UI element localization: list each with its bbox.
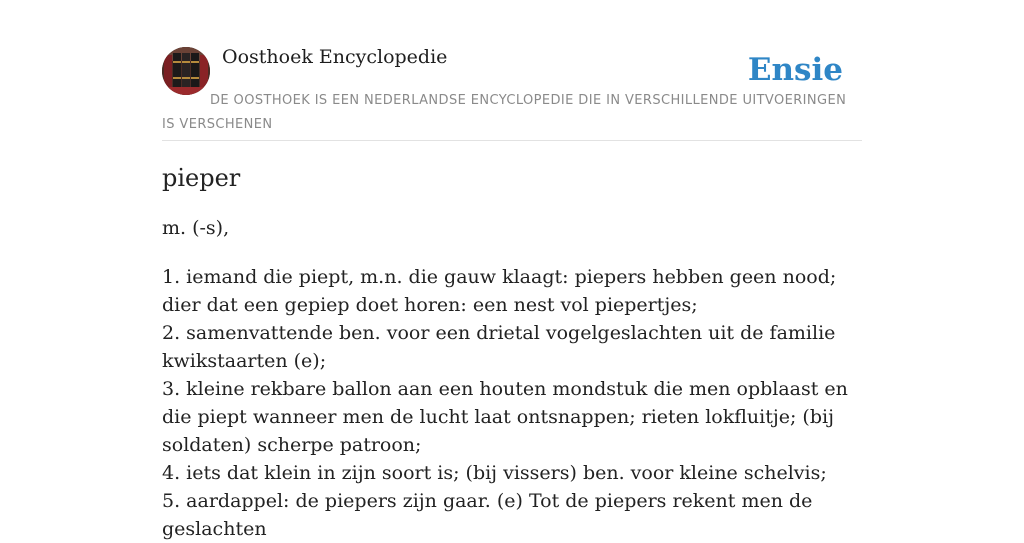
book-spines-icon bbox=[162, 47, 210, 95]
definition-item: 3. kleine rekbare ballon aan een houten mondstuk die men opblaast en die piept wanneer men de lucht laat ontsnappen; rieten lokfluitje; (bij soldaten) scherpe patroon; bbox=[162, 378, 848, 456]
definition-item: 1. iemand die piept, m.n. die gauw klaagt: piepers hebben geen nood; dier dat een gepiep doet horen: een nest vol piepertjes; bbox=[162, 266, 837, 316]
definition-item: 2. samenvattende ben. voor een drietal vogelgeslachten uit de familie kwikstaarten (e); bbox=[162, 322, 836, 372]
site-title[interactable]: Oosthoek Encyclopedie bbox=[222, 46, 448, 68]
definition-list bbox=[162, 263, 862, 543]
definition-item: 5. aardappel: de piepers zijn gaar. (e) Tot de piepers rekent men de geslachten bbox=[162, 490, 813, 540]
entry-term: pieper bbox=[162, 164, 241, 192]
page bbox=[162, 0, 862, 540]
avatar[interactable] bbox=[162, 47, 210, 95]
site-header bbox=[162, 0, 862, 141]
site-tagline: DE OOSTHOEK IS EEN NEDERLANDSE ENCYCLOPEDIE DIE IN VERSCHILLENDE UITVOERINGEN IS VERSCHENEN bbox=[162, 93, 847, 132]
brand-logo-link[interactable]: Ensie bbox=[747, 52, 843, 88]
definition-item: 4. iets dat klein in zijn soort is; (bij vissers) ben. voor kleine schelvis; bbox=[162, 462, 827, 484]
entry-grammar: m. (-s), bbox=[162, 217, 230, 239]
